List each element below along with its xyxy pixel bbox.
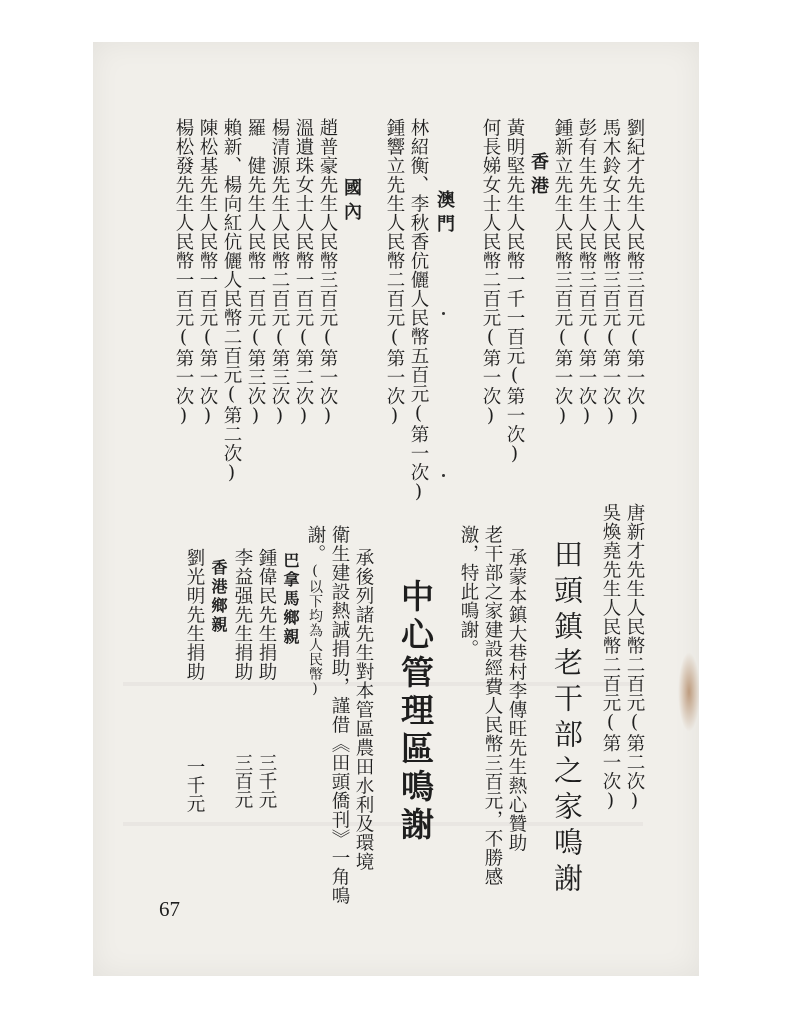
- donor-line: 楊清源先生人民幣二百元(第三次): [269, 118, 290, 427]
- donor-line: 黃明堅先生人民幣一千一百元(第一次): [504, 118, 525, 465]
- donor-line: 何長娣女士人民幣二百元(第一次): [480, 118, 501, 427]
- group-heading-panama: 巴拿馬鄉親: [281, 552, 300, 647]
- stray-dot: [442, 474, 445, 477]
- donor-line: 彭有生先生人民幣三百元(第一次): [576, 118, 597, 427]
- section-title-central-district: 中心管理區鳴謝: [396, 579, 435, 845]
- donor-line: 鍾新立先生人民幣三百元(第一次): [552, 118, 573, 427]
- body-line: 承蒙本鎮大巷村李傳旺先生熱心贊助: [506, 548, 527, 852]
- body-line: 激，特此鳴謝。: [458, 525, 479, 658]
- donor-line: 溫遺珠女士人民幣一百元(第二次): [293, 118, 314, 427]
- currency-note: (以下均為人民幣): [307, 563, 323, 698]
- region-heading-macau: 澳門: [434, 190, 455, 238]
- page-number: 67: [159, 897, 180, 921]
- page-stain: [678, 652, 699, 732]
- group-heading-hk: 香港鄉親: [209, 559, 228, 635]
- donor-name: 李益强先生捐助: [232, 548, 253, 681]
- donor-line: 吳煥堯先生人民幣二百元(第一次): [600, 503, 621, 812]
- donor-line: 楊松發先生人民幣一百元(第一次): [173, 118, 194, 427]
- donor-line: 趙普豪先生人民幣三百元(第一次): [317, 118, 338, 427]
- donor-line: 林紹衡、李秋香伉儷人民幣五百元(第一次): [408, 118, 429, 503]
- donor-line: 陳松基先生人民幣一百元(第一次): [197, 118, 218, 427]
- section-title-tiantou-veterans: 田頭鎮老干部之家鳴謝: [550, 539, 584, 899]
- donor-amount: 一千元: [184, 757, 205, 813]
- donor-line: 劉紀才先生人民幣三百元(第一次): [624, 118, 645, 427]
- stray-dot: [442, 312, 445, 315]
- donor-name: 劉光明先生捐助: [184, 548, 205, 681]
- body-line: 承後列諸先生對本管區農田水利及環境: [353, 548, 374, 871]
- donor-line: 馬木鈴女士人民幣三百元(第一次): [600, 118, 621, 427]
- document-page: [93, 42, 699, 976]
- region-heading-hongkong: 香港: [528, 152, 549, 200]
- body-line: 衛生建設熱誠捐助，謹借《田頭僑刊》一角鳴: [329, 525, 350, 905]
- donor-amount: 三千元: [256, 753, 277, 809]
- donor-line: 賴新、楊向紅伉儷人民幣二百元(第二次): [221, 118, 242, 484]
- body-line-text: 謝。: [305, 525, 326, 563]
- donor-line: 鍾響立先生人民幣二百元(第一次): [384, 118, 405, 427]
- donor-line: 羅 健先生人民幣一百元(第三次): [245, 118, 266, 427]
- donor-amount: 三百元: [232, 753, 253, 809]
- donor-line: 唐新才先生人民幣二百元(第二次): [624, 503, 645, 812]
- donor-name: 鍾偉民先生捐助: [256, 548, 277, 681]
- body-line: 老干部之家建設經費人民幣三百元，不勝感: [482, 525, 503, 886]
- region-heading-domestic: 國內: [341, 178, 362, 226]
- body-line-3: [303, 525, 327, 698]
